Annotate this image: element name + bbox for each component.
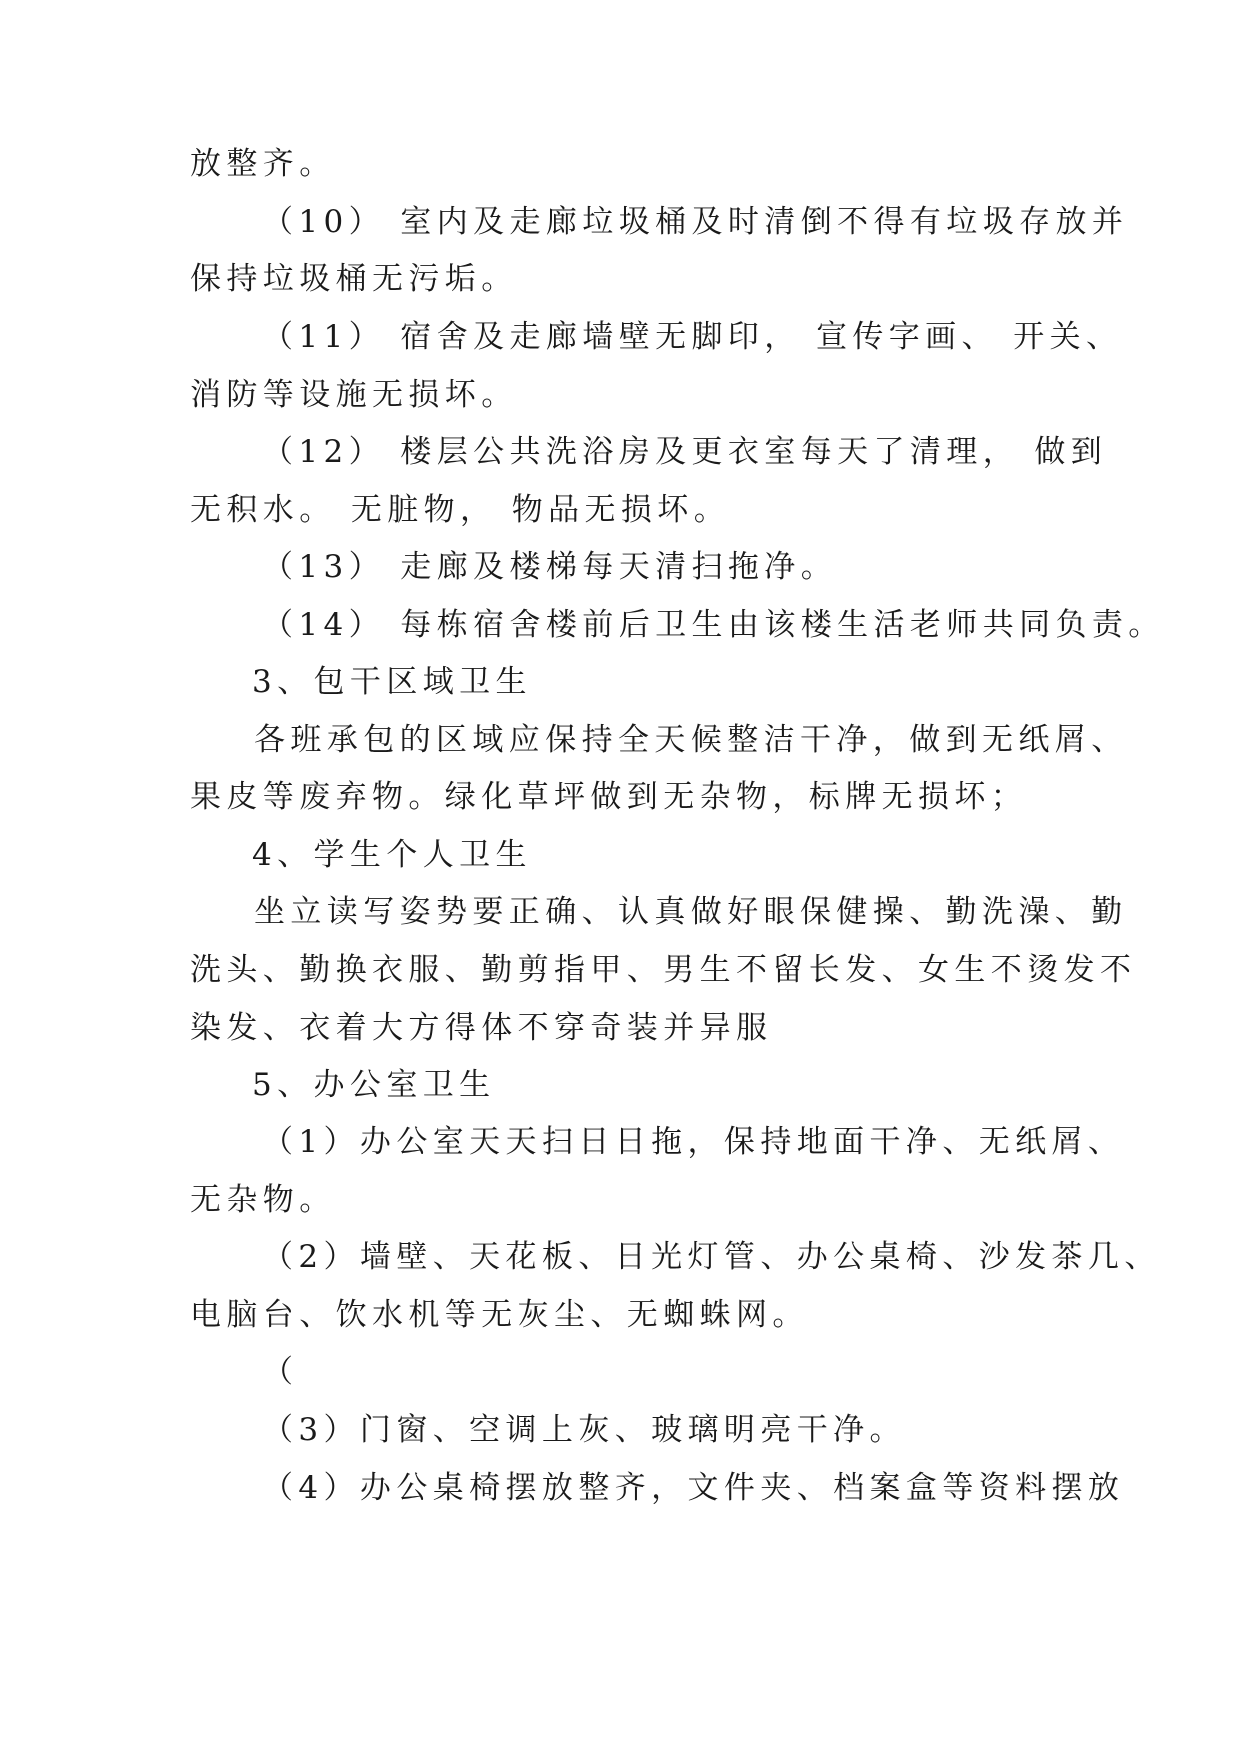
section-heading: 3、包干区域卫生 [252,664,532,700]
text-line: 各班承包的区域应保持全天候整洁干净，做到无纸屑、 [254,722,1128,758]
text-line: （10） 室内及走廊垃圾桶及时清倒不得有垃圾存放并 [262,204,1129,240]
text-line: 电脑台、饮水机等无灰尘、无蜘蛛网。 [190,1297,809,1333]
text-line: 无杂物。 [190,1182,336,1218]
text-line: （4）办公桌椅摆放整齐，文件夹、档案盒等资料摆放 [262,1470,1125,1506]
text-line: （13） 走廊及楼梯每天清扫拖净。 [262,549,838,585]
text-line: （3）门窗、空调上灰、玻璃明亮干净。 [262,1412,906,1448]
text-line: 消防等设施无损坏。 [190,377,518,413]
text-line: 染发、衣着大方得体不穿奇装并异服 [190,1010,773,1046]
text-line: 洗头、勤换衣服、勤剪指甲、男生不留长发、女生不烫发不 [190,952,1137,988]
section-heading: 5、办公室卫生 [252,1067,496,1103]
text-line: （2）墙壁、天花板、日光灯管、办公桌椅、沙发茶几、 [262,1239,1161,1275]
text-line: （12） 楼层公共洗浴房及更衣室每天了清理， 做到 [262,434,1108,470]
text-line: 无积水。 无脏物， 物品无损坏。 [190,492,731,528]
text-line: （11） 宿舍及走廊墙壁无脚印， 宣传字画、 开关、 [262,319,1123,355]
text-line: （14） 每栋宿舍楼前后卫生由该楼生活老师共同负责。 [262,607,1165,643]
text-line: （1）办公室天天扫日日拖，保持地面干净、无纸屑、 [262,1124,1125,1160]
text-line: 保持垃圾桶无污垢。 [190,261,518,297]
section-heading: 4、学生个人卫生 [252,837,532,873]
text-line: 放整齐。 [190,146,336,182]
text-line: （ [262,1354,299,1390]
text-line: 坐立读写姿势要正确、认真做好眼保健操、勤洗澡、勤 [254,894,1128,930]
text-line: 果皮等废弃物。绿化草坪做到无杂物，标牌无损坏； [190,779,1028,815]
